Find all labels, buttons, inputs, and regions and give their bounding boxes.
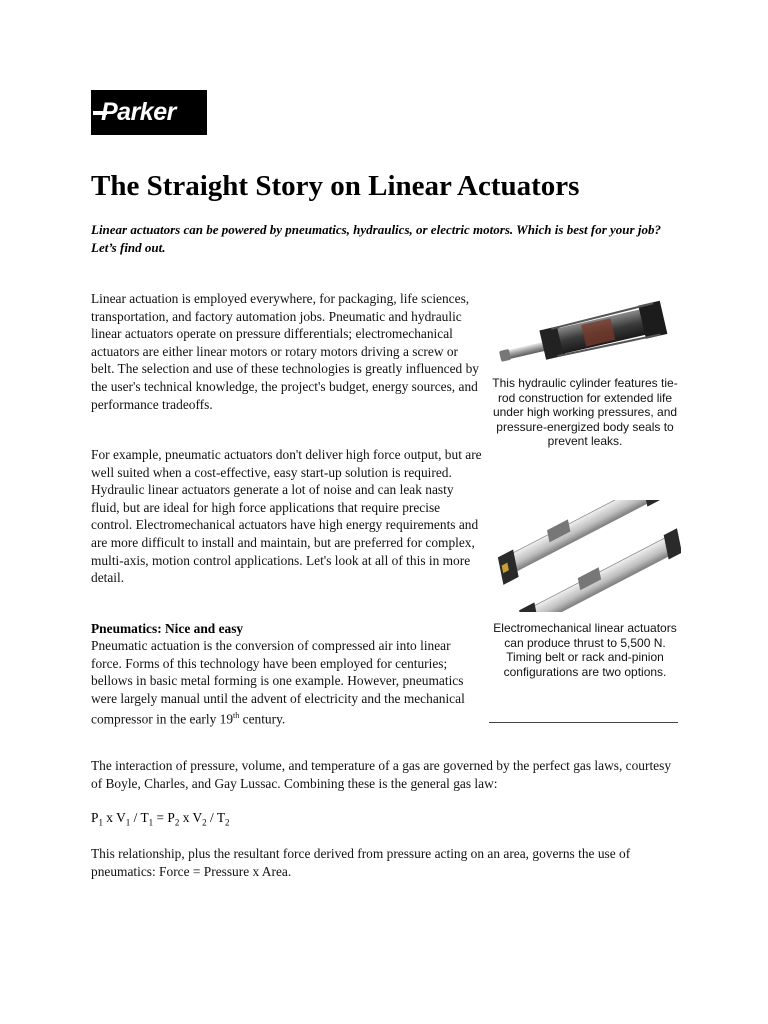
parker-logo bbox=[91, 90, 207, 135]
caption-divider bbox=[489, 722, 678, 723]
electromechanical-caption: Electromechanical linear actuators can produce thrust to 5,500 N. Timing belt or rack and-pinion configurations are two options. bbox=[493, 621, 677, 679]
formula-equals: = P bbox=[153, 810, 175, 825]
body-paragraph-4: The interaction of pressure, volume, and temperature of a gas are governed by the perfect gas laws, courtesy of Boyle, Charles, and Gay Lussac. Combining these is the general gas law: bbox=[91, 758, 672, 791]
body-paragraph-3-text: Pneumatic actuation is the conversion of compressed air into linear force. Forms of this technology have been employed for centuries; bellows in basic metal forming is one example. However, pneumatics were largely manual until the advent of electricity and the mechanical compressor in the early 19 bbox=[91, 638, 465, 727]
formula-v: x V bbox=[102, 810, 126, 825]
formula-v2: x V bbox=[179, 810, 203, 825]
electromechanical-actuators-image bbox=[494, 500, 681, 612]
hydraulic-caption: This hydraulic cylinder features tie-rod construction for extended life under high working pressures, and pressure-energized body seals to prevent leaks. bbox=[492, 376, 678, 449]
logo-text: Parker bbox=[101, 98, 176, 126]
body-paragraph-3 bbox=[91, 637, 483, 728]
formula-sub-4: 2 bbox=[174, 817, 180, 828]
formula-p: P bbox=[91, 810, 99, 825]
formula-sub-6: 2 bbox=[225, 817, 230, 828]
body-paragraph-3-end: century. bbox=[239, 711, 286, 727]
formula-t2: / T bbox=[206, 810, 226, 825]
page-title: The Straight Story on Linear Actuators bbox=[91, 170, 580, 202]
formula-sub-2: 1 bbox=[125, 817, 131, 828]
superscript-th: th bbox=[233, 711, 240, 721]
body-paragraph-2: For example, pneumatic actuators don't deliver high force output, but are well suited when a cost-effective, easy start-up solution is required. Hydraulic linear actuators generate a lot of noise and can leak nasty fluid, but are ideal for high force applications that require precise control. Electromechanical actuators have high energy requirements and are more difficult to install and maintain, but are preferred for complex, multi-axis, motion control applications. Let's look at all of this in more detail. bbox=[91, 447, 482, 586]
gas-law-formula bbox=[91, 809, 491, 832]
body-paragraph-5: This relationship, plus the resultant force derived from pressure acting on an area, governs the use of pneumatics: Force = Pressure x Area. bbox=[91, 846, 631, 879]
section-heading-pneumatics: Pneumatics: Nice and easy bbox=[91, 621, 244, 636]
formula-sub-1: 1 bbox=[98, 817, 103, 828]
body-paragraph-1: Linear actuation is employed everywhere, for packaging, life sciences, transportation, and factory automation jobs. Pneumatic and hydraulic linear actuators operate on pressure differentials; electromechanical actuators are either linear motors or rotary motors driving a screw or belt. The selection and use of these technologies is greatly influenced by the user's technical knowledge, the project's budget, energy sources, and performance tradeoffs. bbox=[91, 291, 479, 412]
formula-t: / T bbox=[130, 810, 149, 825]
formula-sub-5: 2 bbox=[202, 817, 207, 828]
formula-sub-3: 1 bbox=[148, 817, 154, 828]
intro-deck: Linear actuators can be powered by pneumatics, hydraulics, or electric motors. Which is best for your job? Let’s find out. bbox=[91, 222, 661, 255]
hydraulic-cylinder-image bbox=[492, 288, 680, 368]
